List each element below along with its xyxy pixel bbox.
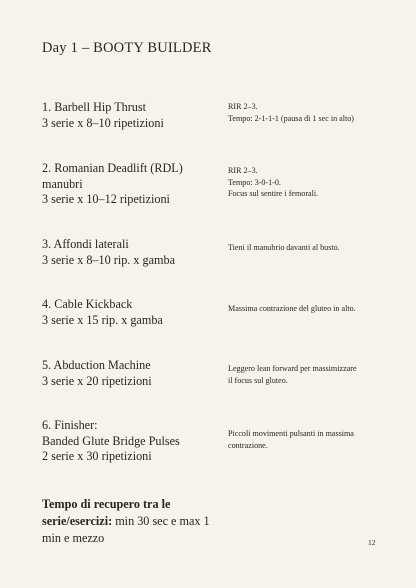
note-line: Leggero lean forward per massimizzare (228, 364, 357, 373)
recovery-value: min 30 sec e max 1 min e mezzo (42, 514, 210, 545)
note-line: il focus sul gluteo. (228, 375, 288, 385)
note-line: RIR 2–3. (228, 102, 258, 111)
exercise-4-notes (228, 303, 388, 315)
exercise-sets: 3 serie x 8–10 rip. x gamba (42, 252, 176, 267)
exercise-sets: 3 serie x 10–12 ripetizioni (42, 192, 170, 206)
exercise-name: 4. Cable Kickback (42, 297, 133, 311)
exercise-sets: 3 serie x 8–10 ripetizioni (42, 115, 164, 130)
exercise-sets: 3 serie x 15 rip. x gamba (42, 312, 163, 327)
exercise-name: 3. Affondi laterali (42, 237, 129, 251)
exercise-name: 6. Finisher: (42, 418, 98, 432)
page-number: 12 (368, 538, 376, 547)
note-line: RIR 2–3. (228, 166, 258, 175)
exercise-name: 5. Abduction Machine (42, 358, 151, 372)
exercise-name-line2: Banded Glute Bridge Pulses (42, 433, 180, 448)
page-title: Day 1 – BOOTY BUILDER (42, 40, 212, 56)
recovery-label: Tempo di recupero tra le serie/esercizi: (42, 497, 171, 528)
note-line: Massima contrazione del gluteo in alto. (228, 304, 356, 313)
exercise-sets: 3 serie x 20 ripetizioni (42, 373, 152, 388)
exercise-1-notes (228, 101, 388, 124)
exercise-name: 1. Barbell Hip Thrust (42, 100, 147, 114)
exercise-5 (42, 358, 222, 389)
exercise-5-notes (228, 363, 388, 386)
note-line: Focus sul sentire i femorali. (228, 189, 319, 198)
exercise-name-line2: manubri (42, 176, 83, 191)
exercise-2 (42, 161, 222, 208)
exercise-4 (42, 297, 222, 328)
note-line: contrazione. (228, 440, 268, 450)
exercise-sets: 2 serie x 30 ripetizioni (42, 449, 152, 463)
exercise-name: 2. Romanian Deadlift (RDL) (42, 161, 183, 175)
note-line: Tempo: 2-1-1-1 (pausa di 1 sec in alto) (228, 113, 354, 123)
exercise-3-notes (228, 242, 388, 254)
exercise-3 (42, 237, 222, 268)
exercise-1 (42, 100, 222, 131)
exercise-2-notes (228, 165, 388, 200)
exercise-6-notes (228, 428, 388, 451)
note-line: Piccoli movimenti pulsanti in massima (228, 429, 354, 438)
note-line: Tempo: 3-0-1-0. (228, 177, 281, 187)
note-line: Tieni il manubrio davanti al busto. (228, 243, 340, 252)
exercise-6 (42, 418, 222, 465)
recovery-info (42, 496, 222, 547)
